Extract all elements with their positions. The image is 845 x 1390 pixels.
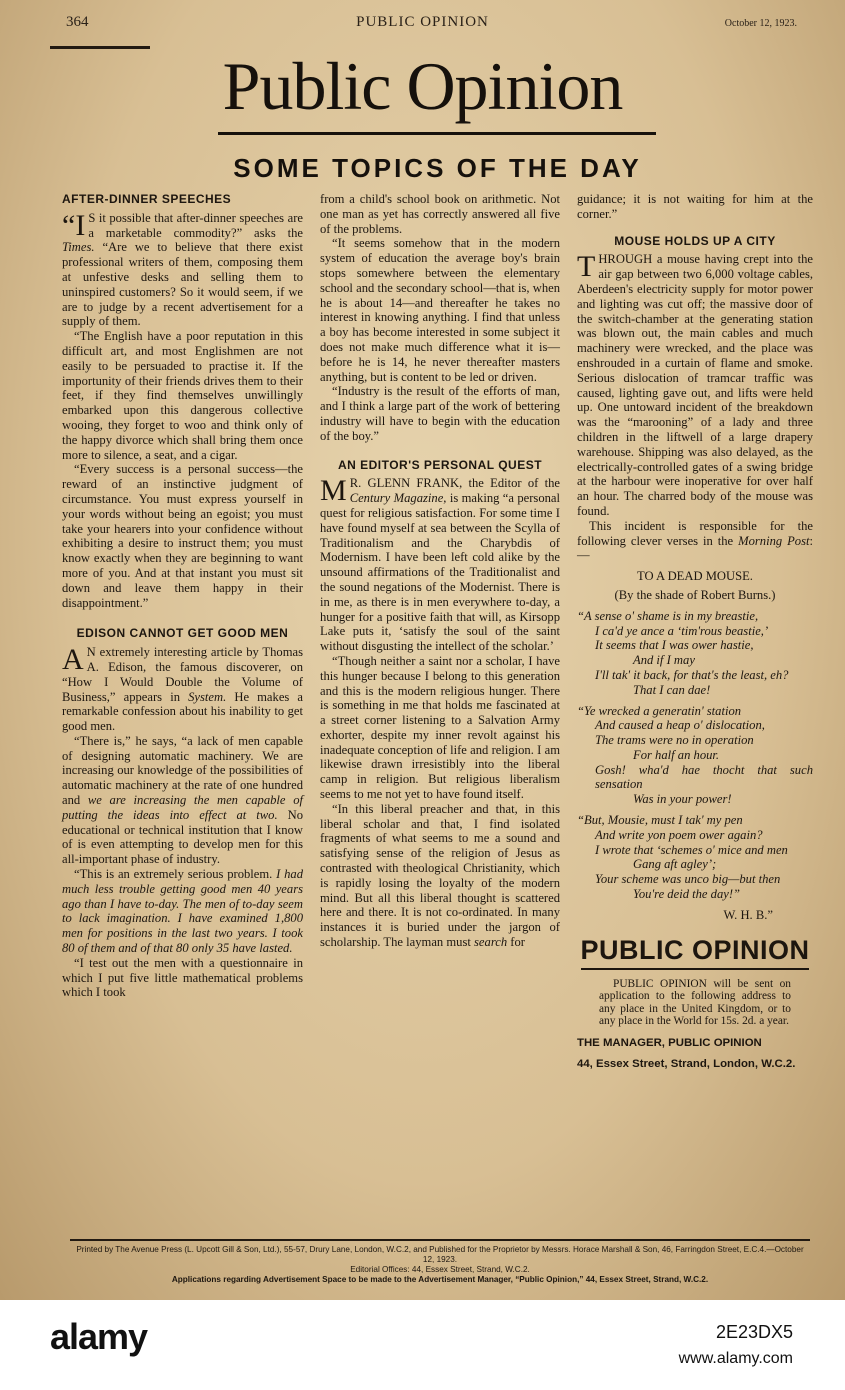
paragraph: “In this liberal preacher and that, in this liberal scholar and that, I find isolated fragments of what seems to me a sound and satisfying sense of the religion of Jesus as contrasted with theological Christianity, which is rapidly losing the loyalty of the modern mind. But all this liberal thought is scattered here and there. It is not co-ordinated. In many instances it is buried under the jargon of scholarship. The layman must search for [320, 801, 560, 950]
footer-rule [70, 1239, 810, 1241]
paragraph: “Industry is the result of the efforts of man, and I think a large part of the work of bettering industry will have to begin with the education of the boy.” [320, 384, 560, 443]
poem-stanza: “A sense o' shame is in my breastie, I ca'd ye ance a ‘tim'rous beastie,’ It seems that I was ower hastie, And if I may I'll tak' it back, for that's the least, eh? That I can dae! [577, 608, 789, 697]
paragraph: “I S it possible that after-dinner speeches are a marketable commodity?” asks the Times. “Are we to believe that there exist professional writers of them, composing them at unfestive desks and selling them to uninspired customers? So it would seem, if we are to judge by a recent advertisement for a supply of them. [62, 208, 303, 329]
column-1 [62, 192, 303, 1000]
footer-printer-line: Printed by The Avenue Press (L. Upcott Gill & Son, Ltd.), 55-57, Drury Lane, London, W.C.2, and Published for the Proprietor by Messrs. Horace Marshall & Son, 46, Farringdon Street, E.C.4.—October 12, 1923. [76, 1245, 804, 1264]
poem-signature: W. H. B.” [723, 907, 773, 922]
printer-footer [70, 1245, 810, 1285]
watermark-logo: alamy [50, 1316, 148, 1357]
paragraph: “There is,” he says, “a lack of men capable of designing automatic machinery. We are increasing our knowledge of the possibilities of automatic machinery at the rate of one hundred and we are increasing the men capable of putting the ideas into effect at two. No educational or technical institution that I know of is even attempting to develop men for this all-important phase of industry. [62, 733, 303, 867]
section-title-editors-quest: AN EDITOR'S PERSONAL QUEST [337, 457, 543, 472]
poem-stanza: “Ye wrecked a generatin' station And caused a heap o' dislocation, The trams were no in operation For half an hour. Gosh! wha'd hae thocht that such sensation Was in your power! [577, 703, 813, 807]
promo-title: PUBLIC OPINION [580, 934, 810, 965]
image-id: 2E23DX5 [715, 1322, 793, 1342]
paragraph: M R. GLENN FRANK, the Editor of the Century Magazine, is making “a personal quest for religious satisfaction. For some time I have found myself at sea between the Scylla of Traditionalism and the Charybdis of Modernism. I have been left cold alike by the unsound affirmations of the Traditionalist and the sound negations of the Modernist. There is in me, as there is in men everywhere to-day, a hunger for a positive faith that will, as Kirsopp Lake puts it, ‘satisfy the soul of the saint without disgusting the intellect of the scholar.’ [320, 474, 561, 654]
masthead-rule [218, 132, 656, 135]
promo-manager: THE MANAGER, PUBLIC OPINION [577, 1037, 762, 1050]
promo-address: 44, Essex Street, Strand, London, W.C.2. [577, 1057, 796, 1070]
running-title: PUBLIC OPINION [356, 14, 489, 30]
paragraph: “It seems somehow that in the modern system of education the average boy's brain stops somewhere between the elementary school and the secondary school—that is, when he is about 14—and thereafter he takes no interest in knowing anything. I find that unless a boy has become interested in some subject it does not make much difference what it is—before he is 14, he never thereafter masters anything, but is content to be led or driven. [320, 236, 560, 384]
issue-date: October 12, 1923. [724, 18, 797, 29]
section-title-mouse: MOUSE HOLDS UP A CITY [614, 233, 776, 248]
promo-text: PUBLIC OPINION will be sent on application to the following address to any place in the United Kingdom, or to any place in the World for 15s. 2d. a year. [599, 977, 791, 1028]
drop-cap: T [577, 250, 596, 284]
footer-advertising-line: Applications regarding Advertisement Space to be made to the Advertisement Manager, “Public Opinion,” 44, Essex Street, Strand, W.C.2. [171, 1275, 709, 1284]
paragraph: “This is an extremely serious problem. I had much less trouble getting good men 40 years ago than I have to-day. The men of to-day seem to lack imagination. I have examined 1,800 men for positions in the last two years. I took 80 of them and of that 80 only 35 have lasted. [62, 867, 304, 956]
paragraph: A N extremely interesting article by Thomas A. Edison, the famous discoverer, on “How I Would Double the Volume of Business,” appears in System. He makes a remarkable confession about his inability to get good men. [62, 643, 303, 734]
section-title-after-dinner: AFTER-DINNER SPEECHES [62, 192, 232, 206]
footer-editorial-line: Editorial Offices: 44, Essex Street, Strand, W.C.2. [350, 1265, 530, 1274]
paragraph: “I test out the men with a questionnaire in which I put five little mathematical problems which I took [62, 955, 303, 1000]
poem-attribution: (By the shade of Robert Burns.) [614, 587, 776, 602]
paragraph: guidance; it is not waiting for him at the corner.” [577, 192, 813, 221]
watermark-url: www.alamy.com [678, 1350, 793, 1367]
paragraph: from a child's school book on arithmetic. Not one man as yet has correctly answered all five of the problems. [320, 192, 560, 236]
page-number: 364 [66, 14, 89, 30]
promo-rule [581, 968, 809, 970]
paragraph: THROUGH a mouse having crept into the air gap between two 6,000 voltage cables, Aberdeen's electricity supply for motor power and lighting was cut off; the massive door of the switch-chamber at the generating station was blown out, the main cables and much machinery were wrecked, and the place was enshrouded in a curtain of flame and smoke. Serious dislocation of tramcar traffic was caused, lighting gave out, and lifts were held up. One untoward incident of the breakdown was the “marooning” of a lady and three children in the liftwell of a large drapery warehouse. Shipping was also delayed, as the electrically-controlled gates of a swing bridge at the harbour were inoperative for over half an hour. The charred body of the mouse was found. [577, 250, 813, 518]
section-title-edison: EDISON CANNOT GET GOOD MEN [76, 626, 289, 641]
paragraph: This incident is responsible for the following clever verses in the Morning Post:— [577, 518, 813, 563]
paragraph: “Every success is a personal success—the reward of an instinctive judgment of circumstance. You must express yourself in your words without being an egoist; you must take your hearers into your confidence without exhibiting a desire to instruct them; you must know exactly when they are beginning to want more of you. And at that instant you must sit down and leave them happy in their disappointment.” [62, 462, 303, 610]
column-3 [577, 192, 813, 1072]
drop-cap: M [320, 474, 347, 508]
column-2 [320, 192, 560, 950]
paragraph: “Though neither a saint nor a scholar, I have this hunger because I belong to this generation and this is the modern religious hunger. There is something in me that holds me fascinated at a street corner listening to a Salvation Army exhorter, despite my inner revolt against his inadequate conception of life and religion. I am likewise drawn irresistibly into the liberal camp in religion. But religious liberalism seems to me not yet to have found itself. [320, 653, 560, 802]
masthead-title: Public Opinion [222, 48, 623, 124]
subscription-box [577, 935, 813, 1072]
poem-title: TO A DEAD MOUSE. [637, 569, 753, 584]
poem-stanza: “But, Mousie, must I tak' my pen And write yon poem ower again? I wrote that ‘schemes o' mice and men Gang aft agley’; Your scheme was unco big—but then You're deid the day!” [577, 813, 788, 902]
page-headline: SOME TOPICS OF THE DAY [233, 153, 642, 183]
paragraph: “The English have a poor reputation in this difficult art, and most Englishmen are not easily to be persuaded to practise it. If the importunity of their friends drives them to their feet, if they find themselves unwillingly embarked upon this dangerous collective wooing, they forget to woo and think only of the happy divorce which shall bring them once more to silence, a seat, and a cigar. [62, 329, 303, 462]
drop-cap: “I [62, 208, 86, 242]
drop-cap: A [62, 643, 84, 677]
